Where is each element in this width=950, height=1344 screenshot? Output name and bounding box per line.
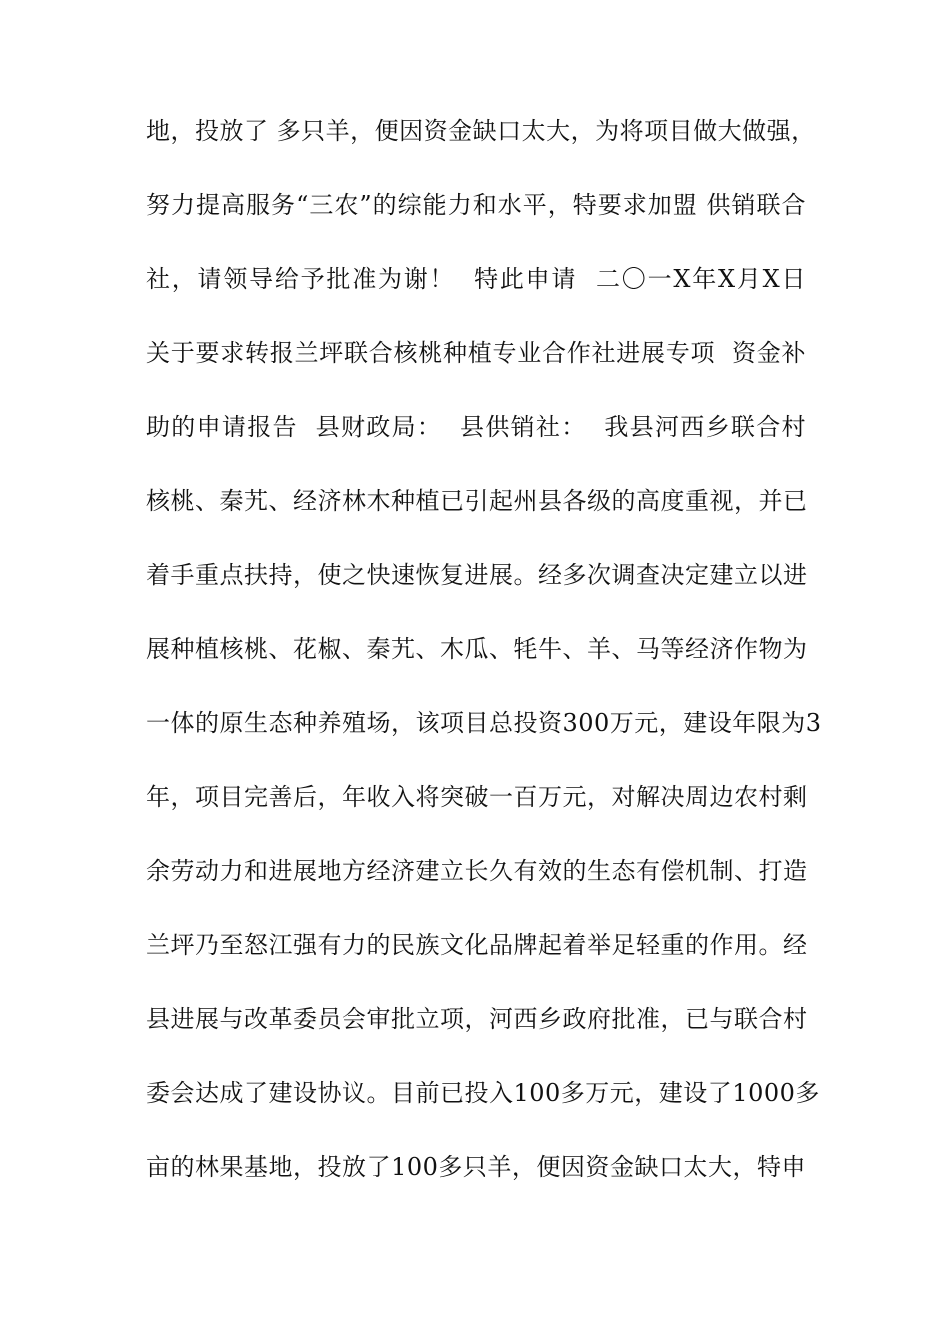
text-line: 着手重点扶持，使之快速恢复进展。经多次调查决定建立以进 (146, 561, 808, 589)
document-body (146, 106, 822, 1216)
text-line: 社，请领导给予批准为谢！ 特此申请 二〇一X年X月X日 (146, 265, 806, 293)
text-line: 核桃、秦艽、经济林木种植已引起州县各级的高度重视，并已 (146, 487, 808, 515)
text-line: 余劳动力和进展地方经济建立长久有效的生态有偿机制、打造 (146, 857, 808, 885)
text-line: 展种植核桃、花椒、秦艽、木瓜、牦牛、羊、马等经济作物为 (146, 635, 808, 663)
text-line: 县进展与改革委员会审批立项，河西乡政府批准，已与联合村 (146, 1005, 808, 1033)
text-line: 年，项目完善后，年收入将突破一百万元，对解决周边农村剩 (146, 783, 808, 811)
text-line: 一体的原生态种养殖场，该项目总投资300万元，建设年限为3 (146, 709, 822, 737)
text-line: 关于要求转报兰坪联合核桃种植专业合作社进展专项 资金补 (146, 339, 806, 367)
text-line: 助的申请报告 县财政局： 县供销社： 我县河西乡联合村 (146, 413, 806, 441)
text-line: 亩的林果基地，投放了100多只羊，便因资金缺口太大，特申 (146, 1153, 806, 1181)
text-line: 努力提高服务“三农”的综能力和水平，特要求加盟 供销联合 (146, 191, 806, 219)
text-line: 地，投放了 多只羊，便因资金缺口太大，为将项目做大做强， (146, 117, 816, 145)
text-line: 兰坪乃至怒江强有力的民族文化品牌起着举足轻重的作用。经 (146, 931, 808, 959)
text-line: 委会达成了建设协议。目前已投入100多万元，建设了1000多 (146, 1079, 820, 1107)
